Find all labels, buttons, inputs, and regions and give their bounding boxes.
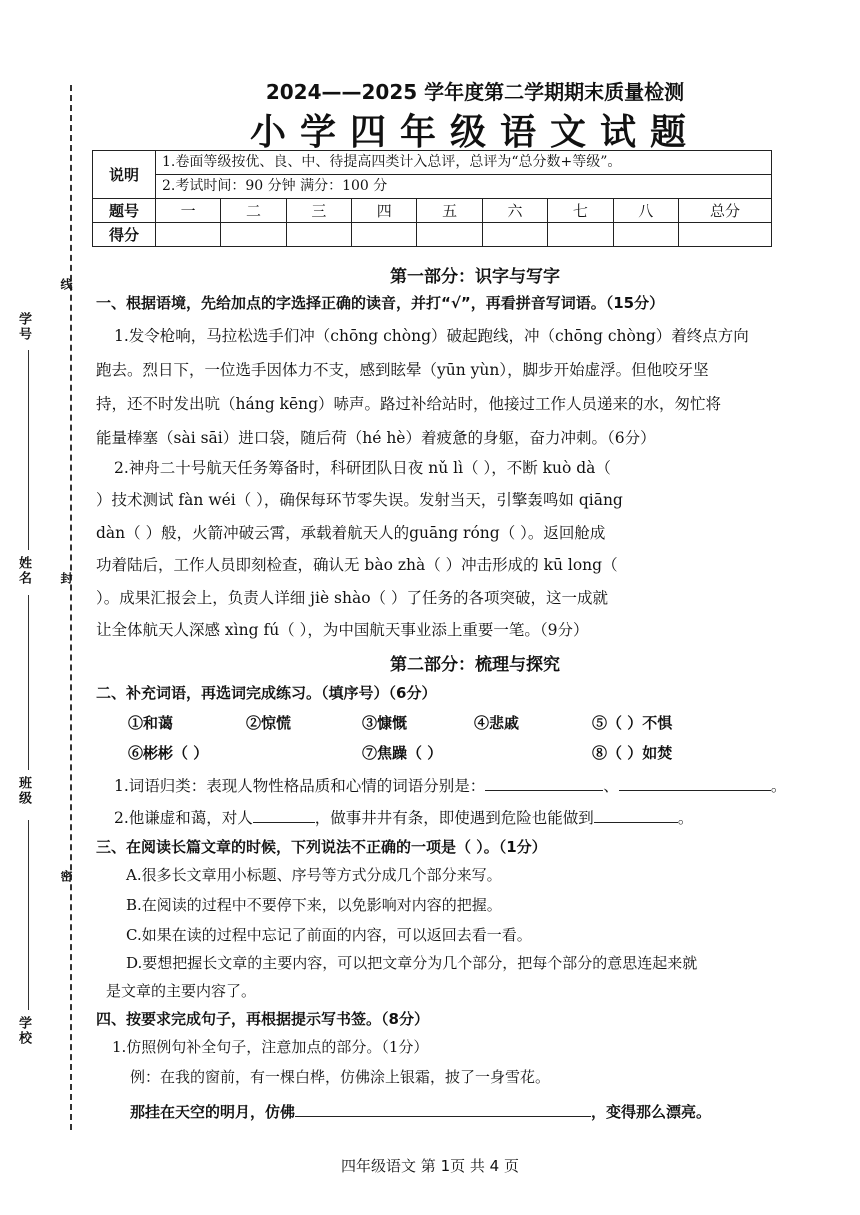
- class-line: [28, 820, 29, 1010]
- q1-1-line: 能量棒塞（sài sāi）进口袋，随后荷（hé hè）着疲惫的身躯，奋力冲刺。（6分）: [96, 429, 656, 447]
- q1-1-line: 跑去。烈日下，一位选手因体力不支，感到眩晕（yūn yùn），脚步开始虚浮。但他咬牙坚: [96, 361, 709, 379]
- binding-cut-line: [70, 85, 72, 1130]
- q3-option-a: A.很多长文章用小标题、序号等方式分成几个部分来写。: [126, 866, 502, 884]
- col-header-total: 总分: [679, 199, 772, 223]
- q3-heading: 三、在阅读长篇文章的时候，下列说法不正确的一项是（ ）。（1分）: [96, 838, 547, 856]
- q2-1-text: 1.词语归类：表现人物性格品质和心情的词语分别是：: [114, 777, 486, 795]
- note-line-1: 1.卷面等级按优、良、中、待提高四类计入总评，总评为“总分数+等级”。: [156, 151, 772, 175]
- word-item: ③慷慨: [362, 714, 408, 732]
- q2-heading: 二、补充词语，再选词完成练习。（填序号）（6分）: [96, 684, 437, 702]
- q4-1-instruction: 1.仿照例句补全句子，注意加点的部分。（1分）: [112, 1038, 429, 1056]
- note-line-2: 2.考试时间：90 分钟 满分：100 分: [156, 175, 772, 199]
- score-cell[interactable]: [286, 223, 351, 247]
- q1-heading: 一、根据语境，先给加点的字选择正确的读音，并打“√”，再看拼音写词语。（15分）: [96, 294, 665, 312]
- word-item: ⑧（ ）如焚: [592, 744, 673, 762]
- answer-blank[interactable]: [594, 804, 678, 823]
- word-item: ⑤（ ）不惧: [592, 714, 673, 732]
- answer-blank[interactable]: [619, 772, 771, 791]
- name-line: [28, 595, 29, 770]
- answer-blank[interactable]: [253, 804, 315, 823]
- q4-fill-text-a: 那挂在天空的明月，仿佛: [130, 1103, 296, 1121]
- q1-2-line: ）技术测试 fàn wéi（ ），确保每环节零失误。发射当天，引擎轰鸣如 qiāng: [96, 491, 623, 509]
- col-header: 八: [613, 199, 678, 223]
- q1-1-line: 1.发令枪响，马拉松选手们冲（chōng chòng）破起跑线，冲（chōng chòng）着终点方向: [114, 327, 749, 345]
- paper-title: 小学四年级语文试题: [249, 111, 700, 153]
- q2-1-line: [96, 770, 829, 802]
- word-item: ②惊慌: [246, 714, 292, 732]
- q4-fill-text-b: ，变得那么漂亮。: [591, 1103, 712, 1121]
- q2-2-end: 。: [677, 809, 694, 827]
- note-label: 说明: [93, 151, 156, 199]
- q3-option-d: D.要想把握长文章的主要内容，可以把文章分为几个部分，把每个部分的意思连起来就: [126, 954, 698, 972]
- word-item: ⑦焦躁（ ）: [362, 744, 443, 762]
- col-header: 五: [417, 199, 482, 223]
- q3-option-d-cont: 是文章的主要内容了。: [106, 982, 257, 1000]
- score-cell[interactable]: [352, 223, 417, 247]
- score-label: 得分: [93, 223, 156, 247]
- score-cell[interactable]: [482, 223, 547, 247]
- q2-2-text-a: 2.他谦虚和蔼，对人: [114, 809, 253, 827]
- q2-1-sep: 、: [603, 777, 619, 795]
- exam-title: 2024——2025 学年度第二学期期末质量检测: [265, 80, 685, 104]
- score-cell-total[interactable]: [679, 223, 772, 247]
- score-cell[interactable]: [156, 223, 221, 247]
- score-cell[interactable]: [417, 223, 482, 247]
- cut-word-secret: 密: [59, 870, 73, 882]
- q1-2-line: dàn（ ）般，火箭冲破云霄，承载着航天人的guāng róng（ ）。返回舱成: [96, 524, 606, 542]
- q4-fill-line: [130, 1098, 711, 1122]
- score-cell[interactable]: [548, 223, 613, 247]
- part1-title: 第一部分：识字与写字: [390, 267, 560, 287]
- col-header: 四: [352, 199, 417, 223]
- q2-2-text-b: ，做事井井有条，即使遇到危险也能做到: [314, 809, 594, 827]
- part2-title: 第二部分：梳理与探究: [390, 655, 560, 675]
- q2-2-line: [96, 802, 829, 834]
- score-table: [92, 150, 772, 247]
- student-no-label: 学号: [16, 312, 31, 342]
- question-no-label: 题号: [93, 199, 156, 223]
- name-label: 姓名: [16, 556, 31, 586]
- q2-1-end: 。: [770, 777, 787, 795]
- score-cell[interactable]: [613, 223, 678, 247]
- q4-heading: 四、按要求完成句子，再根据提示写书签。（8分）: [96, 1010, 429, 1028]
- score-cell[interactable]: [221, 223, 286, 247]
- col-header: 二: [221, 199, 286, 223]
- cut-word-line: 线: [59, 278, 73, 290]
- q1-2-line: 功着陆后，工作人员即刻检查，确认无 bào zhà（ ）冲击形成的 kū long（: [96, 556, 618, 574]
- q1-2-line: ）。成果汇报会上，负责人详细 jiè shào（ ）了任务的各项突破，这一成就: [96, 589, 608, 607]
- col-header: 六: [482, 199, 547, 223]
- q1-2-line: 让全体航天人深感 xìng fú（ ），为中国航天事业添上重要一笔。（9分）: [96, 621, 589, 639]
- q1-2-line: 2.神舟二十号航天任务筹备时，科研团队日夜 nǔ lì（ ），不断 kuò dà（: [114, 459, 611, 477]
- answer-blank[interactable]: [295, 1098, 591, 1117]
- col-header: 一: [156, 199, 221, 223]
- word-item: ④悲戚: [474, 714, 520, 732]
- col-header: 七: [548, 199, 613, 223]
- word-item: ①和蔼: [128, 714, 174, 732]
- cut-word-seal: 封: [59, 572, 73, 584]
- class-label: 班级: [16, 776, 31, 806]
- q1-1-line: 持，还不时发出吭（háng kēng）哧声。路过补给站时，他接过工作人员递来的水，匆忙将: [96, 395, 722, 413]
- answer-blank[interactable]: [485, 772, 603, 791]
- page-footer: 四年级语文 第 1页 共 4 页: [341, 1157, 519, 1175]
- q3-option-b: B.在阅读的过程中不要停下来，以免影响对内容的把握。: [126, 896, 502, 914]
- word-item: ⑥彬彬（ ）: [128, 744, 209, 762]
- q4-example: 例：在我的窗前，有一棵白桦，仿佛涂上银霜，披了一身雪花。: [130, 1068, 551, 1086]
- student-no-line: [28, 350, 29, 550]
- q3-option-c: C.如果在读的过程中忘记了前面的内容，可以返回去看一看。: [126, 926, 532, 944]
- school-label: 学校: [16, 1016, 31, 1046]
- col-header: 三: [286, 199, 351, 223]
